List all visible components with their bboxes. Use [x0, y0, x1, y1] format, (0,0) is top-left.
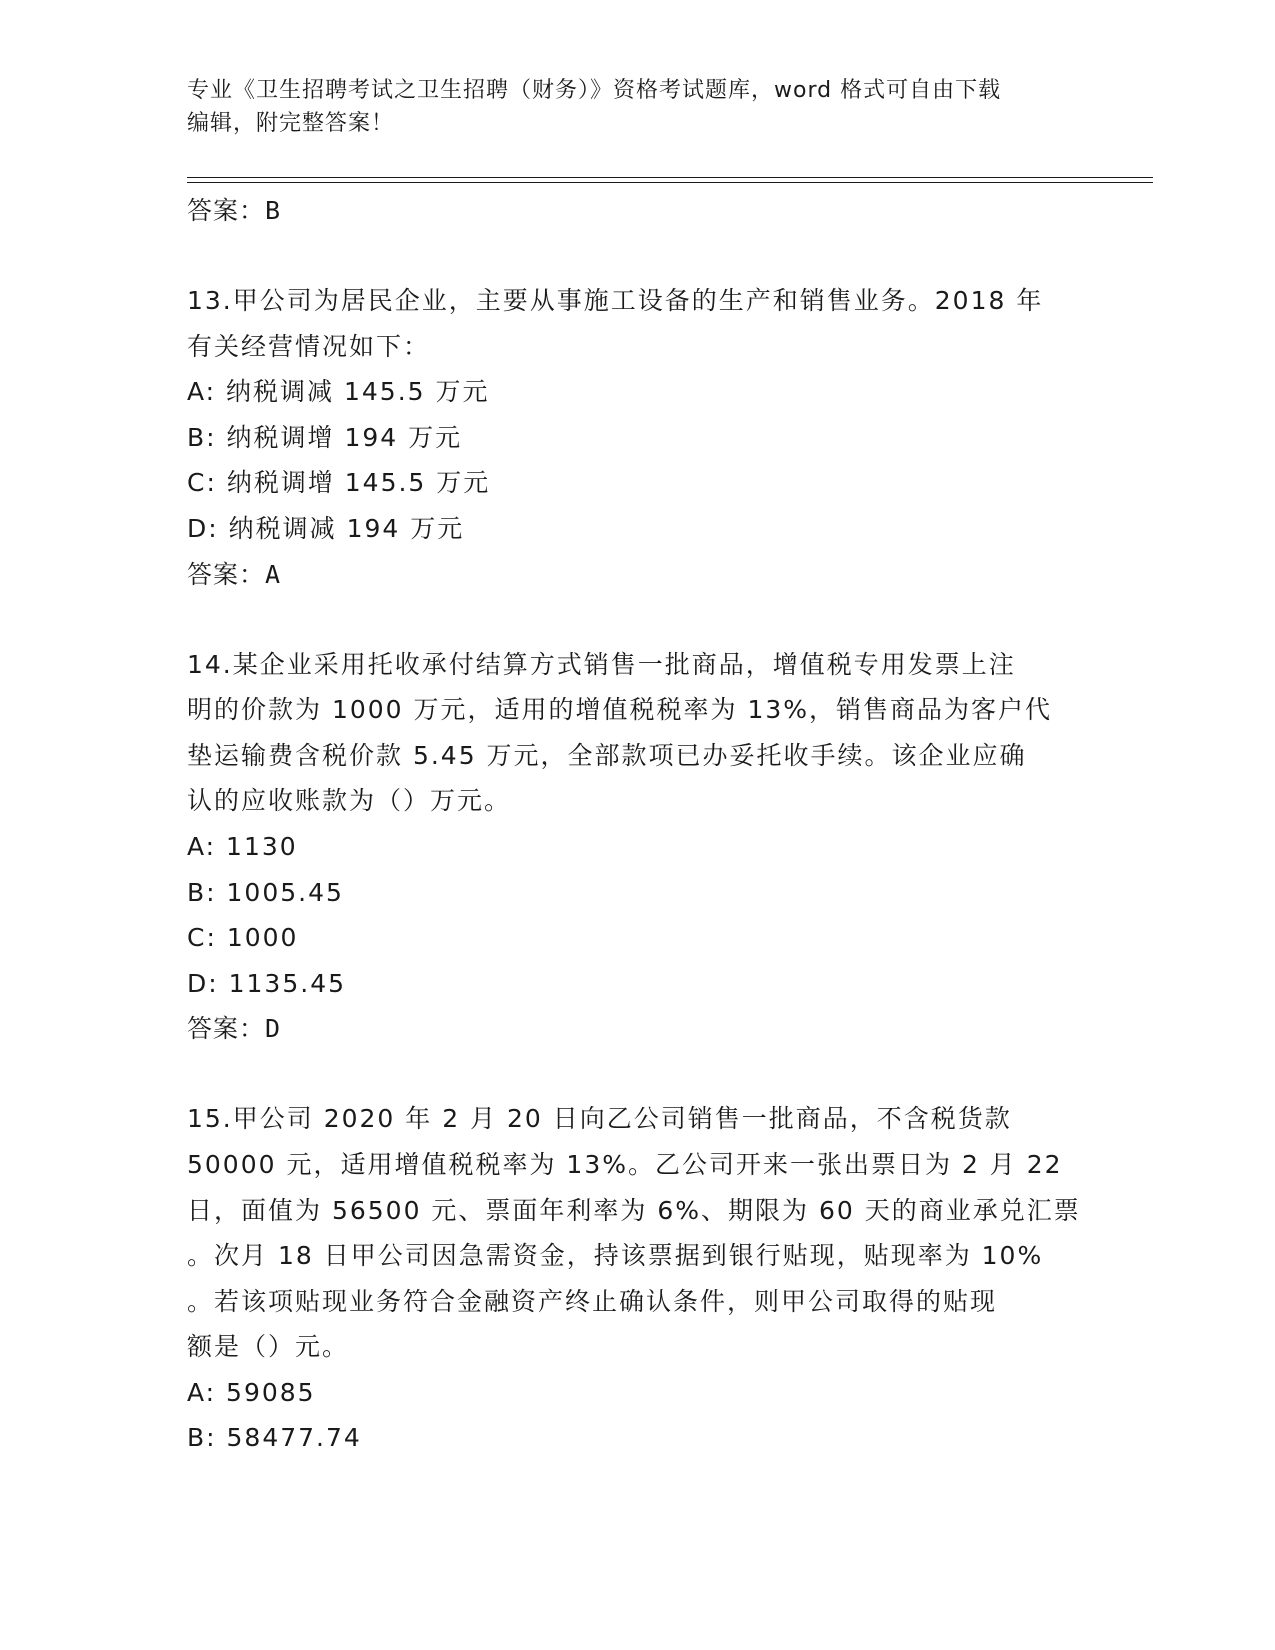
answer-label: 答案：	[187, 1014, 266, 1044]
question-stem-line: 13.甲公司为居民企业，主要从事施工设备的生产和销售业务。2018 年	[187, 286, 1044, 315]
option-b: B: 58477.74	[187, 1423, 362, 1453]
document-body	[187, 188, 1087, 1461]
option-a: A: 1130	[187, 831, 298, 861]
header-line-1: 专业《卫生招聘考试之卫生招聘（财务）》资格考试题库，word 格式可自由下载	[187, 78, 1002, 103]
answer-value: D	[265, 1014, 282, 1044]
question-stem-line: 50000 元，适用增值税税率为 13%。乙公司开来一张出票日为 2 月 22	[187, 1149, 1063, 1179]
answer-line	[187, 188, 1087, 234]
question-stem-line: 15.甲公司 2020 年 2 月 20 日向乙公司销售一批商品，不含税货款	[187, 1104, 1012, 1134]
option-d: D: 1135.45	[187, 968, 347, 998]
question-stem	[187, 642, 1087, 824]
question-15	[187, 1096, 1087, 1461]
question-stem-line: 日，面值为 56500 元、票面年利率为 6%、期限为 60 天的商业承兑汇票	[187, 1195, 1081, 1225]
question-stem-line: 垫运输费含税价款 5.45 万元，全部款项已办妥托收手续。该企业应确	[187, 740, 1027, 770]
option-b: B: 纳税调增 194 万元	[187, 422, 463, 452]
question-stem-line: 认的应收账款为（）万元。	[187, 786, 512, 816]
question-stem-line: 。次月 18 日甲公司因急需资金，持该票据到银行贴现，贴现率为 10%	[187, 1241, 1044, 1271]
option-b: B: 1005.45	[187, 877, 344, 907]
question-13	[187, 278, 1087, 598]
question-stem-line: 明的价款为 1000 万元，适用的增值税税率为 13%，销售商品为客户代	[187, 695, 1053, 725]
header-rule-bottom	[187, 182, 1153, 183]
header-line-2: 编辑，附完整答案！	[187, 111, 395, 136]
option-c: C: 纳税调增 145.5 万元	[187, 468, 491, 498]
question-stem	[187, 278, 1087, 369]
option-d: D: 纳税调减 194 万元	[187, 513, 465, 543]
answer-line	[187, 1006, 1087, 1052]
answer-line	[187, 552, 1087, 598]
question-stem-line: 14.某企业采用托收承付结算方式销售一批商品，增值税专用发票上注	[187, 649, 1016, 679]
answer-value: A	[265, 559, 282, 589]
question-14	[187, 642, 1087, 1053]
option-c: C: 1000	[187, 923, 299, 953]
option-a: A: 纳税调减 145.5 万元	[187, 377, 490, 407]
answer-label: 答案：	[187, 559, 266, 589]
answer-label: 答案：	[187, 196, 266, 225]
question-stem	[187, 1096, 1087, 1370]
document-header	[187, 74, 1087, 140]
answer-value: B	[265, 196, 282, 225]
question-stem-line: 额是（）元。	[187, 1332, 350, 1362]
question-stem-line: 有关经营情况如下：	[187, 331, 431, 361]
question-stem-line: 。若该项贴现业务符合金融资产终止确认条件，则甲公司取得的贴现	[187, 1286, 998, 1316]
header-rule-top	[187, 177, 1153, 178]
option-a: A: 59085	[187, 1377, 316, 1407]
